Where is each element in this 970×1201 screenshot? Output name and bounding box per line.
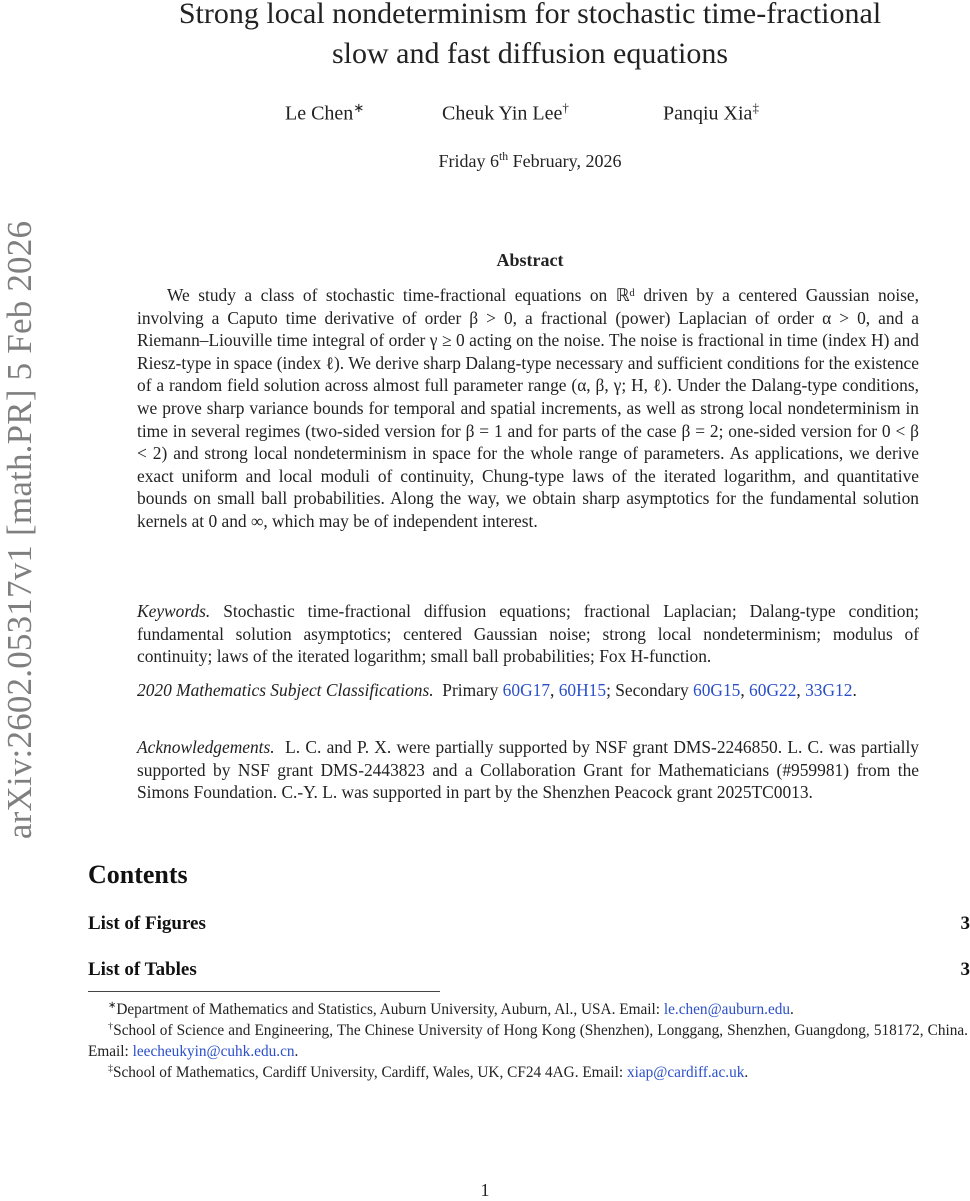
footnote-3: ‡School of Mathematics, Cardiff University, Cardiff, Wales, UK, CF24 4AG. Email: xiap@cardiff.ac.uk. bbox=[88, 1058, 968, 1083]
keywords-text: Stochastic time-fractional diffusion equations; fractional Laplacian; Dalang-type condition; fundamental solution asymptotics; centered Gaussian noise; strong local nondeterminism; modulus of continuity; laws of the iterated logarithm; small ball probabilities; Fox H-function. bbox=[137, 601, 919, 666]
acknowledgements-text: L. C. and P. X. were partially supported by NSF grant DMS-2246850. L. C. was partially supported by NSF grant DMS-2443823 and a Collaboration Grant for Mathematicians (#959981) from the Simons Foundation. C.-Y. L. was supported in part by the Shenzhen Peacock grant 2025TC0013. bbox=[137, 737, 923, 802]
abstract-heading: Abstract bbox=[90, 250, 970, 271]
keywords bbox=[137, 600, 919, 668]
toc-page: 3 bbox=[961, 959, 970, 981]
contents-heading: Contents bbox=[88, 860, 188, 890]
author-1: Le Chen∗ bbox=[285, 100, 364, 126]
title-line-1: Strong local nondeterminism for stochastic time-fractional bbox=[90, 0, 970, 34]
email-link-le-chen[interactable]: le.chen@auburn.edu bbox=[664, 1001, 790, 1018]
paper-title bbox=[90, 0, 970, 74]
footnote-2: †School of Science and Engineering, The Chinese University of Hong Kong (Shenzhen), Longgang, Shenzhen, Guangdong, 518172, China. Email: leecheukyin@cuhk.edu.cn. bbox=[88, 1016, 968, 1062]
author-2: Cheuk Yin Lee† bbox=[442, 100, 569, 126]
msc-link-33G12[interactable]: 33G12 bbox=[805, 680, 852, 700]
msc-link-60G15[interactable]: 60G15 bbox=[693, 680, 740, 700]
toc-page: 3 bbox=[961, 913, 970, 935]
email-link-panqiu-xia[interactable]: xiap@cardiff.ac.uk bbox=[627, 1064, 744, 1081]
msc-link-60G22[interactable]: 60G22 bbox=[749, 680, 796, 700]
abstract-text: We study a class of stochastic time-fractional equations on ℝᵈ driven by a centered Gaussian noise, involving a Caputo time derivative of order β > 0, a fractional (power) Laplacian of order α > 0, and a Riemann–Liouville time integral of order γ ≥ 0 acting on the noise. The noise is fractional in time (index H) and Riesz-type in space (index ℓ). We derive sharp Dalang-type necessary and sufficient conditions for the existence of a random field solution across almost full parameter range (α, β, γ; H, ℓ). Under the Dalang-type conditions, we prove sharp variance bounds for temporal and spatial increments, as well as strong local nondeterminism in time in several regimes (two-sided version for β = 1 and for parts of the case β = 2; one-sided version for 0 < β < 2) and strong local nondeterminism in space for the whole range of parameters. As applications, we derive exact uniform and local moduli of continuity, Chung-type laws of the iterated logarithm, and quantitative bounds on small ball probabilities. Along the way, we obtain sharp asymptotics for the fundamental solution kernels at 0 and ∞, which may be of independent interest. bbox=[137, 284, 919, 533]
acknowledgements-label: Acknowledgements. bbox=[137, 737, 275, 757]
footnote-1: ∗Department of Mathematics and Statistics, Auburn University, Auburn, Al., USA. Email: le.chen@auburn.edu. bbox=[88, 995, 968, 1020]
msc-label: 2020 Mathematics Subject Classifications. bbox=[137, 680, 434, 700]
footnote-rule bbox=[88, 991, 440, 992]
acknowledgements bbox=[137, 736, 919, 804]
email-link-cheuk-yin-lee[interactable]: leecheukyin@cuhk.edu.cn bbox=[133, 1043, 295, 1060]
title-line-2: slow and fast diffusion equations bbox=[90, 34, 970, 74]
toc-entry-figures[interactable] bbox=[88, 913, 970, 935]
publication-date: Friday 6th February, 2026 bbox=[90, 150, 970, 172]
toc-label: List of Tables bbox=[88, 959, 197, 980]
toc-label: List of Figures bbox=[88, 913, 206, 934]
toc-entry-tables[interactable] bbox=[88, 959, 970, 981]
page-number: 1 bbox=[0, 1180, 970, 1201]
author-3: Panqiu Xia‡ bbox=[663, 100, 759, 126]
msc-classification: 2020 Mathematics Subject Classifications. Primary 60G17, 60H15; Secondary 60G15, 60G22, 33G12. bbox=[137, 679, 919, 702]
keywords-label: Keywords. bbox=[137, 601, 210, 621]
arxiv-identifier: arXiv:2602.05317v1 [math.PR] 5 Feb 2026 bbox=[0, 155, 40, 905]
msc-link-60G17[interactable]: 60G17 bbox=[503, 680, 550, 700]
msc-link-60H15[interactable]: 60H15 bbox=[559, 680, 606, 700]
